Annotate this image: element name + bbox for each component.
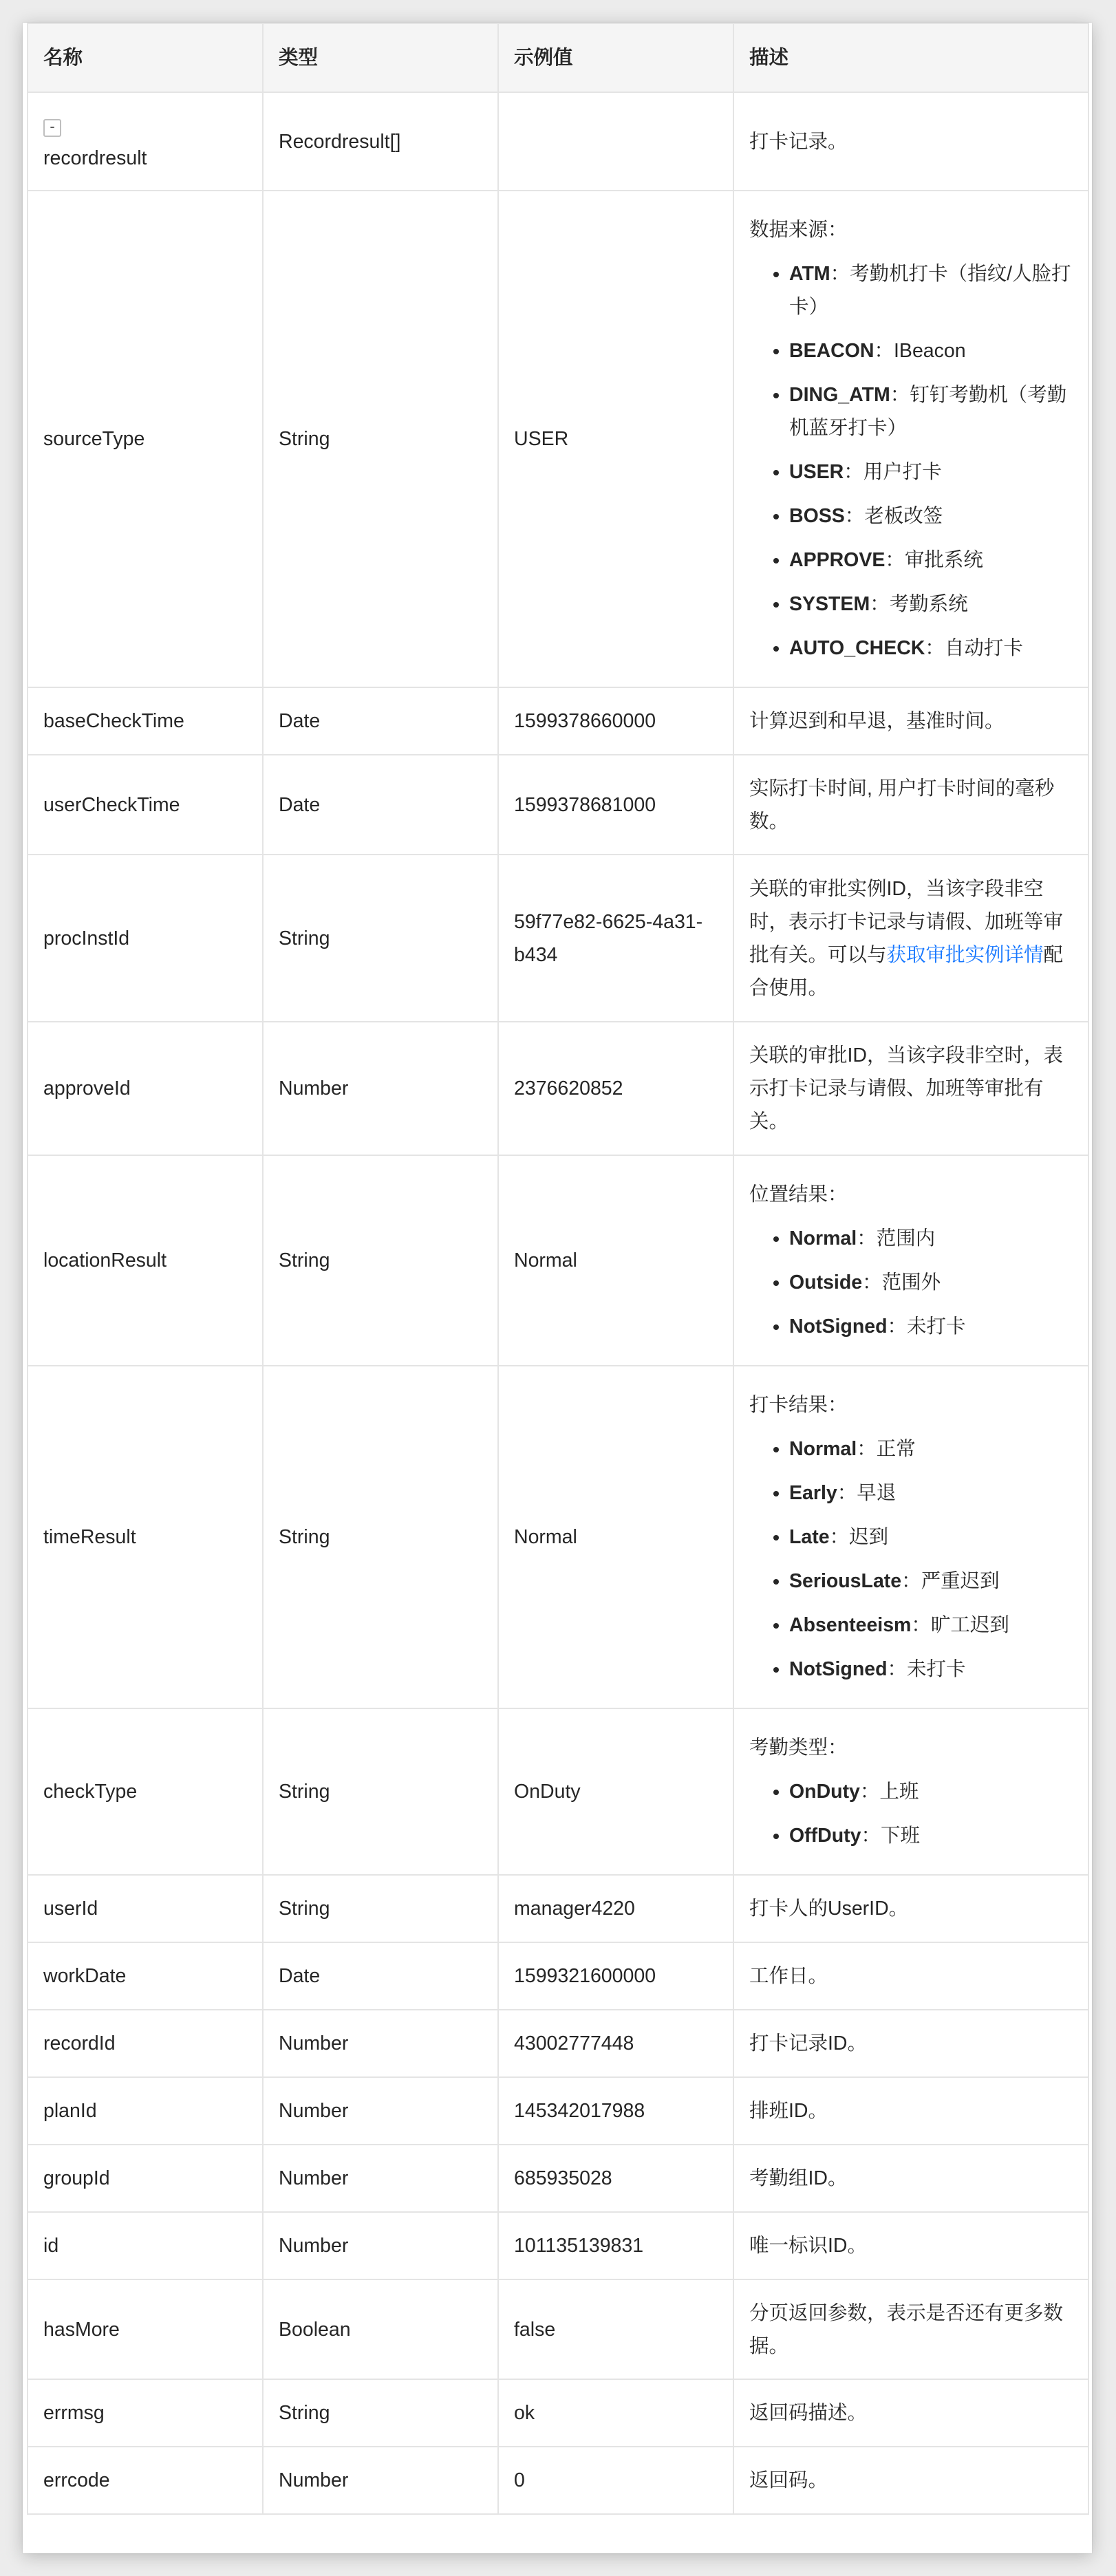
list-item: • OffDuty：下班	[789, 1819, 1073, 1852]
cell-type: Date	[263, 1942, 498, 2010]
cell-type: Number	[263, 2077, 498, 2145]
cell-example	[498, 92, 733, 191]
cell-desc: 排班ID。	[733, 2077, 1088, 2145]
table-row	[28, 2379, 1088, 2447]
cell-desc: 唯一标识ID。	[733, 2212, 1088, 2279]
list-item: • OnDuty：上班	[789, 1775, 1073, 1808]
cell-name: hasMore	[28, 2279, 263, 2379]
table-row	[28, 1942, 1088, 2010]
cell-example: 1599378660000	[498, 687, 733, 755]
table-row	[28, 1366, 1088, 1708]
proc-instance-detail-link[interactable]: 获取审批实例详情	[886, 943, 1044, 966]
cell-name: checkType	[28, 1708, 263, 1875]
cell-type: String	[263, 855, 498, 1022]
list-item: • ATM：考勤机打卡（指纹/人脸打卡）	[789, 257, 1073, 323]
list-item: • AUTO_CHECK：自动打卡	[789, 632, 1073, 665]
cell-name: userId	[28, 1875, 263, 1942]
table-row	[28, 1155, 1088, 1366]
cell-example: OnDuty	[498, 1708, 733, 1875]
cell-desc: 工作日。	[733, 1942, 1088, 2010]
cell-type: Number	[263, 2212, 498, 2279]
cell-name: procInstId	[28, 855, 263, 1022]
cell-example: 1599378681000	[498, 755, 733, 855]
list-item: • NotSigned：未打卡	[789, 1653, 1073, 1686]
cell-name	[28, 92, 263, 191]
cell-example: Normal	[498, 1155, 733, 1366]
cell-type: Date	[263, 687, 498, 755]
cell-type: String	[263, 1366, 498, 1708]
desc-intro: 数据来源：	[749, 219, 848, 241]
cell-name: id	[28, 2212, 263, 2279]
cell-example: 1599321600000	[498, 1942, 733, 2010]
list-item: • Normal：正常	[789, 1432, 1073, 1466]
table-row	[28, 2145, 1088, 2212]
cell-desc: 打卡记录。	[733, 92, 1088, 191]
list-item: • Outside：范围外	[789, 1266, 1073, 1299]
document-sheet	[23, 23, 1092, 2553]
list-item: • NotSigned：未打卡	[789, 1310, 1073, 1343]
cell-example: 101135139831	[498, 2212, 733, 2279]
cell-name: sourceType	[28, 191, 263, 687]
cell-example: 685935028	[498, 2145, 733, 2212]
cell-example: manager4220	[498, 1875, 733, 1942]
cell-type: String	[263, 191, 498, 687]
table-row	[28, 2212, 1088, 2279]
table-row	[28, 92, 1088, 191]
cell-example: 145342017988	[498, 2077, 733, 2145]
cell-type: Number	[263, 2145, 498, 2212]
cell-desc: 打卡人的UserID。	[733, 1875, 1088, 1942]
desc-intro: 位置结果：	[749, 1183, 848, 1205]
cell-type: String	[263, 1708, 498, 1875]
cell-type: Date	[263, 755, 498, 855]
cell-desc: 打卡记录ID。	[733, 2010, 1088, 2077]
cell-name: recordId	[28, 2010, 263, 2077]
table-row	[28, 755, 1088, 855]
list-item: • Early：早退	[789, 1477, 1073, 1510]
list-item: • Absenteeism：旷工迟到	[789, 1609, 1073, 1642]
table-row	[28, 2077, 1088, 2145]
cell-type: Recordresult[]	[263, 92, 498, 191]
cell-desc	[733, 191, 1088, 687]
list-item: • Late：迟到	[789, 1521, 1073, 1554]
cell-desc: 计算迟到和早退，基准时间。	[733, 687, 1088, 755]
cell-name: locationResult	[28, 1155, 263, 1366]
cell-example: 43002777448	[498, 2010, 733, 2077]
table-row	[28, 2010, 1088, 2077]
cell-desc: 返回码描述。	[733, 2379, 1088, 2447]
cell-name: baseCheckTime	[28, 687, 263, 755]
cell-type: Boolean	[263, 2279, 498, 2379]
cell-example: USER	[498, 191, 733, 687]
cell-name: timeResult	[28, 1366, 263, 1708]
desc-intro: 打卡结果：	[749, 1394, 848, 1416]
list-item: • DING_ATM：钉钉考勤机（考勤机蓝牙打卡）	[789, 378, 1073, 444]
cell-desc: 实际打卡时间, 用户打卡时间的毫秒数。	[733, 755, 1088, 855]
cell-name: planId	[28, 2077, 263, 2145]
cell-desc: 关联的审批实例ID，当该字段非空时，表示打卡记录与请假、加班等审批有关。可以与获取审批实例详情配合使用。	[733, 855, 1088, 1022]
param-name: recordresult	[43, 147, 147, 169]
cell-name: approveId	[28, 1022, 263, 1155]
cell-name: userCheckTime	[28, 755, 263, 855]
list-item: • BEACON：IBeacon	[789, 334, 1073, 367]
cell-type: String	[263, 2379, 498, 2447]
cell-desc	[733, 1155, 1088, 1366]
table-row	[28, 2447, 1088, 2514]
list-item: • APPROVE：审批系统	[789, 544, 1073, 577]
table-row	[28, 1022, 1088, 1155]
desc-intro: 考勤类型：	[749, 1737, 848, 1759]
cell-type: Number	[263, 2447, 498, 2514]
cell-name: errcode	[28, 2447, 263, 2514]
table-row	[28, 687, 1088, 755]
cell-name: workDate	[28, 1942, 263, 2010]
list-item: • Normal：范围内	[789, 1222, 1073, 1255]
cell-example: false	[498, 2279, 733, 2379]
response-params-table	[27, 23, 1089, 2515]
cell-example: ok	[498, 2379, 733, 2447]
enum-list	[749, 1775, 1073, 1852]
cell-type: String	[263, 1875, 498, 1942]
collapse-toggle-icon[interactable]: -	[43, 119, 61, 137]
cell-desc: 分页返回参数，表示是否还有更多数据。	[733, 2279, 1088, 2379]
cell-example: Normal	[498, 1366, 733, 1708]
enum-list	[749, 1432, 1073, 1686]
cell-desc	[733, 1366, 1088, 1708]
table-row	[28, 2279, 1088, 2379]
cell-desc	[733, 1708, 1088, 1875]
table-row	[28, 1708, 1088, 1875]
cell-name: groupId	[28, 2145, 263, 2212]
enum-list	[749, 257, 1073, 665]
cell-example: 59f77e82-6625-4a31-b434	[498, 855, 733, 1022]
header-example: 示例值	[498, 23, 733, 92]
list-item: • USER：用户打卡	[789, 455, 1073, 489]
cell-type: Number	[263, 2010, 498, 2077]
enum-list	[749, 1222, 1073, 1343]
list-item: • SYSTEM：考勤系统	[789, 588, 1073, 621]
table-row	[28, 855, 1088, 1022]
list-item: • SeriousLate：严重迟到	[789, 1565, 1073, 1598]
table-header-row	[28, 23, 1088, 92]
header-type: 类型	[263, 23, 498, 92]
cell-desc: 考勤组ID。	[733, 2145, 1088, 2212]
header-name: 名称	[28, 23, 263, 92]
cell-example: 0	[498, 2447, 733, 2514]
cell-type: Number	[263, 1022, 498, 1155]
list-item: • BOSS：老板改签	[789, 500, 1073, 533]
cell-name: errmsg	[28, 2379, 263, 2447]
header-description: 描述	[733, 23, 1088, 92]
cell-type: String	[263, 1155, 498, 1366]
cell-desc: 关联的审批ID，当该字段非空时，表示打卡记录与请假、加班等审批有关。	[733, 1022, 1088, 1155]
table-row	[28, 1875, 1088, 1942]
table-row	[28, 191, 1088, 687]
cell-example: 2376620852	[498, 1022, 733, 1155]
cell-desc: 返回码。	[733, 2447, 1088, 2514]
